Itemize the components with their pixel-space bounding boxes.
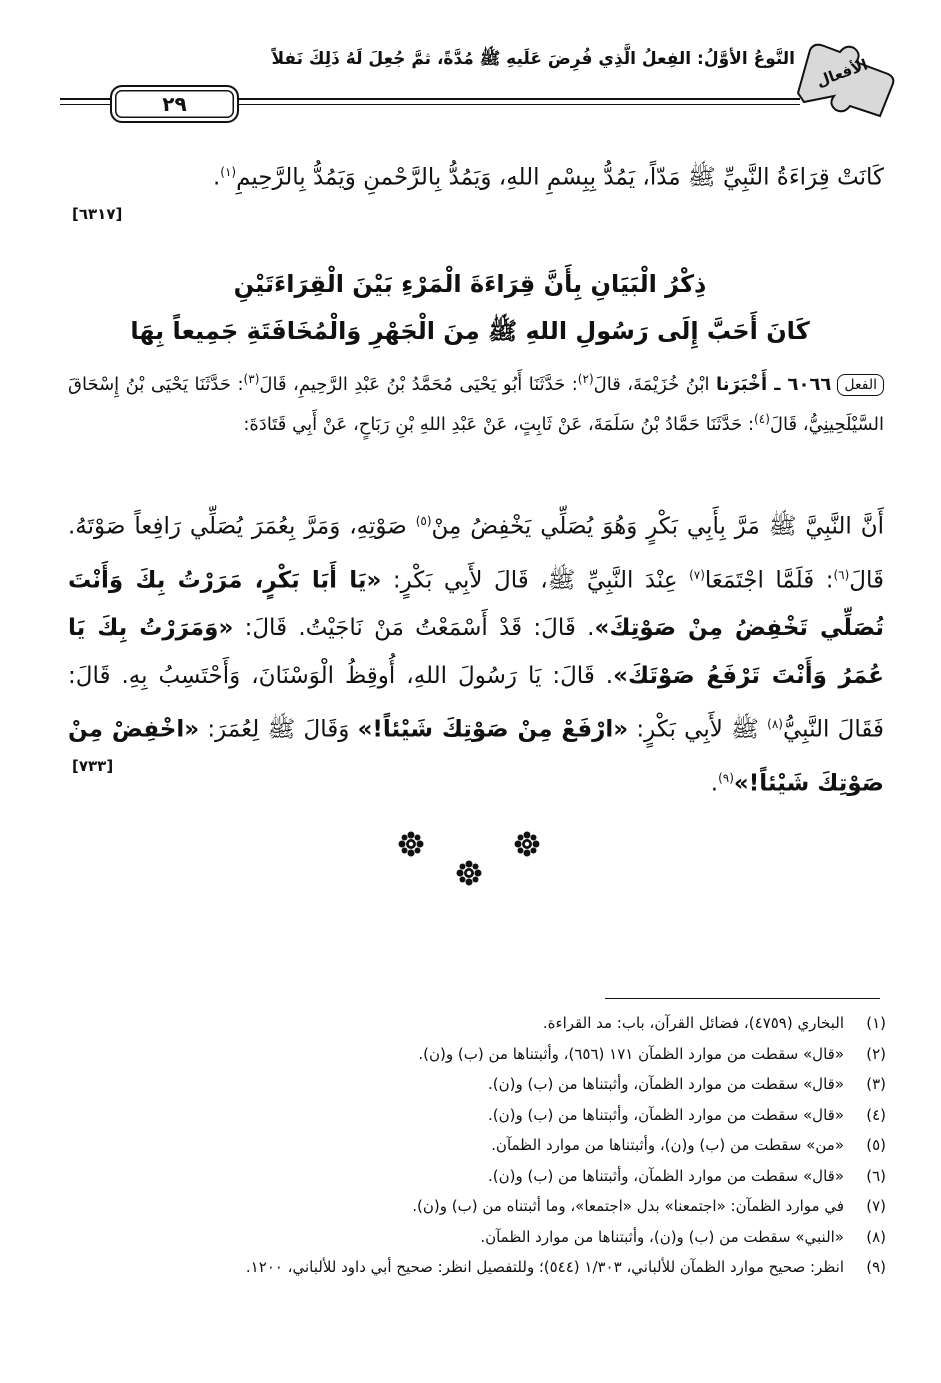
section-heading-line2: كَانَ أَحَبَّ إِلَى رَسُولِ اللهِ ﷺ مِنَ الْجَهْرِ وَالْمُخَافَتَةِ جَمِيعاً بِهَا [130, 317, 810, 345]
ornament-icon [398, 831, 424, 857]
matn-reference: [٧٣٣] [72, 757, 114, 775]
matn-text: . قَالَ: يَا رَسُولَ اللهِ، أُوقِظُ الْوَسْنَانَ، وَأَحْتَسِبُ بِهِ. قَالَ: فَقَالَ النَّبِيُّ [68, 663, 885, 743]
footnote-number: (٦) [866, 1166, 886, 1185]
matn-text: عِنْدَ النَّبِيِّ ﷺ، قَالَ لأَبِي بَكْرٍ: [381, 567, 690, 594]
matn-text: . قَالَ: قَدْ أَسْمَعْتُ مَنْ نَاجَيْتُ. قَالَ: [233, 615, 595, 642]
matn-text: وَقَالَ ﷺ لِعُمَرَ: [199, 716, 358, 743]
footnote-text: في موارد الظمآن: «اجتمعنا» بدل «اجتمعا»، وما أثبتناه من (ب) و(ن). [412, 1197, 844, 1215]
footnote-text: «قال» سقطت من موارد الظمآن، وأثبتناها من (ب) و(ن). [487, 1075, 844, 1093]
footnote-ref: (٧) [689, 567, 705, 582]
page-number: ٢٩ [110, 85, 239, 123]
page-header [60, 38, 900, 133]
footnote [68, 1069, 886, 1100]
footnote [68, 1252, 886, 1283]
matn-text: أَنَّ النَّبِيَّ ﷺ مَرَّ بِأَبِي بَكْرٍ وَهُوَ يُصَلِّي يَخْفِضُ مِنْ [431, 513, 884, 540]
prophet-quote: «اخْفِضْ مِنْ صَوْتِكَ شَيْئاً!» [68, 716, 884, 797]
footnote-number: (١) [866, 1014, 886, 1032]
hadith-number: ٦٠٦٦ ـ أَخْبَرَنا [715, 374, 832, 395]
footnote-rule [605, 998, 880, 999]
isnad-text: : حَدَّثَنَا حَمَّادُ بْنُ سَلَمَةَ، عَنْ ثَابِتٍ، عَنْ عَبْدِ اللهِ بْنِ رَبَاحٍ، عَنْ أَبِي قَتَادَةَ: [243, 414, 755, 435]
intro-reference: [٦٣١٧] [72, 205, 123, 223]
chapter-label: الأفعال [813, 55, 871, 91]
footnote [68, 1039, 886, 1070]
ornament-icon [456, 860, 482, 886]
footnote-ref: (٣) [243, 372, 260, 386]
footnote [68, 1100, 886, 1131]
footnote-text: «قال» سقطت من موارد الظمآن ١٧١ (٦٥٦)، وأثبتناها من (ب) و(ن). [418, 1044, 844, 1063]
footnote [68, 1008, 886, 1039]
section-badge: الفعل [837, 374, 884, 396]
footnote [68, 1130, 886, 1161]
matn-text: . [710, 770, 719, 797]
prophet-quote: «ارْفَعْ مِنْ صَوْتِكَ شَيْئاً!» [357, 716, 629, 743]
footnote-number: (٢) [866, 1044, 886, 1063]
footnote-text: انظر: صحيح موارد الظمآن للألباني، ١/٣٠٣ (٥٤٤)؛ وللتفصيل انظر: صحيح أبي داود للألباني، ١٢٠٠. [245, 1258, 844, 1276]
isnad-text: : حَدَّثَنَا أَبُو يَحْيَى مُحَمَّدُ بْنُ عَبْدِ الرَّحِيمِ، قَالَ [259, 374, 578, 395]
footnote-number: (٤) [866, 1105, 886, 1124]
footnote-ref: (٥) [415, 514, 432, 528]
footnote-text: «قال» سقطت من موارد الظمآن، وأثبتناها من (ب) و(ن). [487, 1105, 844, 1124]
matn-paragraph [68, 497, 884, 808]
footnote-text: «قال» سقطت من موارد الظمآن، وأثبتناها من (ب) و(ن). [487, 1166, 844, 1185]
footnote [68, 1161, 886, 1192]
matn-text: صَوْتِهِ، وَمَرَّ بِعُمَرَ يُصَلِّي رَافِعاً صَوْتَهُ. قَالَ [68, 513, 885, 594]
intro-text: كَانَتْ قِرَاءَةُ النَّبِيِّ ﷺ مَدّاً، يَمُدُّ بِبِسْمِ اللهِ، وَيَمُدُّ بِالرَّحْمنِ وَيَمُدُّ بِالرَّحِيمِ [236, 164, 884, 191]
section-heading-line1: ذِكْرُ الْبَيَانِ بِأَنَّ قِرَاءَةَ الْمَرْءِ بَيْنَ الْقِرَاءَتَيْنِ [233, 270, 707, 298]
footnote-number: (٩) [866, 1258, 886, 1276]
footnote-text: البخاري (٤٧٥٩)، فضائل القرآن، باب: مد القراءة. [542, 1014, 844, 1032]
matn-text: ﷺ لأَبِي بَكْرٍ: [628, 716, 768, 743]
footnote-text: «من» سقطت من (ب) و(ن)، وأثبتناها من موارد الظمآن. [491, 1136, 844, 1154]
intro-paragraph [68, 148, 884, 202]
footnote-number: (٧) [866, 1197, 886, 1215]
isnad-paragraph [68, 362, 884, 442]
footnote [68, 1191, 886, 1222]
intro-end: . [212, 164, 221, 191]
isnad-text: : حَدَّثَنَا يَحْيَى بْنُ إِسْحَاقَ السَّيْلَحِينِيُّ، قَالَ [68, 374, 884, 435]
footnotes [68, 1008, 886, 1283]
footnote-number: (٨) [866, 1227, 886, 1246]
footnote-ref: (٦) [833, 567, 850, 582]
running-title: النَّوعُ الأوَّلُ: الفِعلُ الَّذِي فُرِضَ عَلَيهِ ﷺ مُدَّةً، ثمَّ جُعِلَ لَهُ ذَلِكَ نَفلاً [271, 49, 795, 69]
isnad-text: ابْنُ خُزَيْمَةَ، قالَ [593, 374, 716, 395]
ornament-icon [514, 831, 540, 857]
footnote-number: (٣) [866, 1075, 886, 1093]
matn-text: : فَلَمَّا اجْتَمَعَا [704, 567, 834, 594]
prophet-quote: «وَمَرَرْتُ بِكَ يَا عُمَرُ وَأَنْتَ تَرْفَعُ صَوْتَكَ» [68, 615, 884, 690]
footnote-text: «النبي» سقطت من (ب) و(ن)، وأثبتناها من موارد الظمآن. [480, 1227, 844, 1246]
footnote-ref: (٨) [767, 717, 783, 732]
footnote [68, 1222, 886, 1253]
footnote-ref: (٤) [754, 412, 770, 426]
footnote-ref: (٩) [718, 770, 734, 785]
footnote-number: (٥) [866, 1136, 886, 1154]
prophet-quote: «يَا أَبَا بَكْرٍ، مَرَرْتُ بِكَ وَأَنْتَ تُصَلِّي تَخْفِضُ مِنْ صَوْتِكَ» [68, 567, 884, 642]
footnote-ref: (٢) [577, 372, 594, 386]
footnote-ref: (١) [220, 165, 237, 179]
